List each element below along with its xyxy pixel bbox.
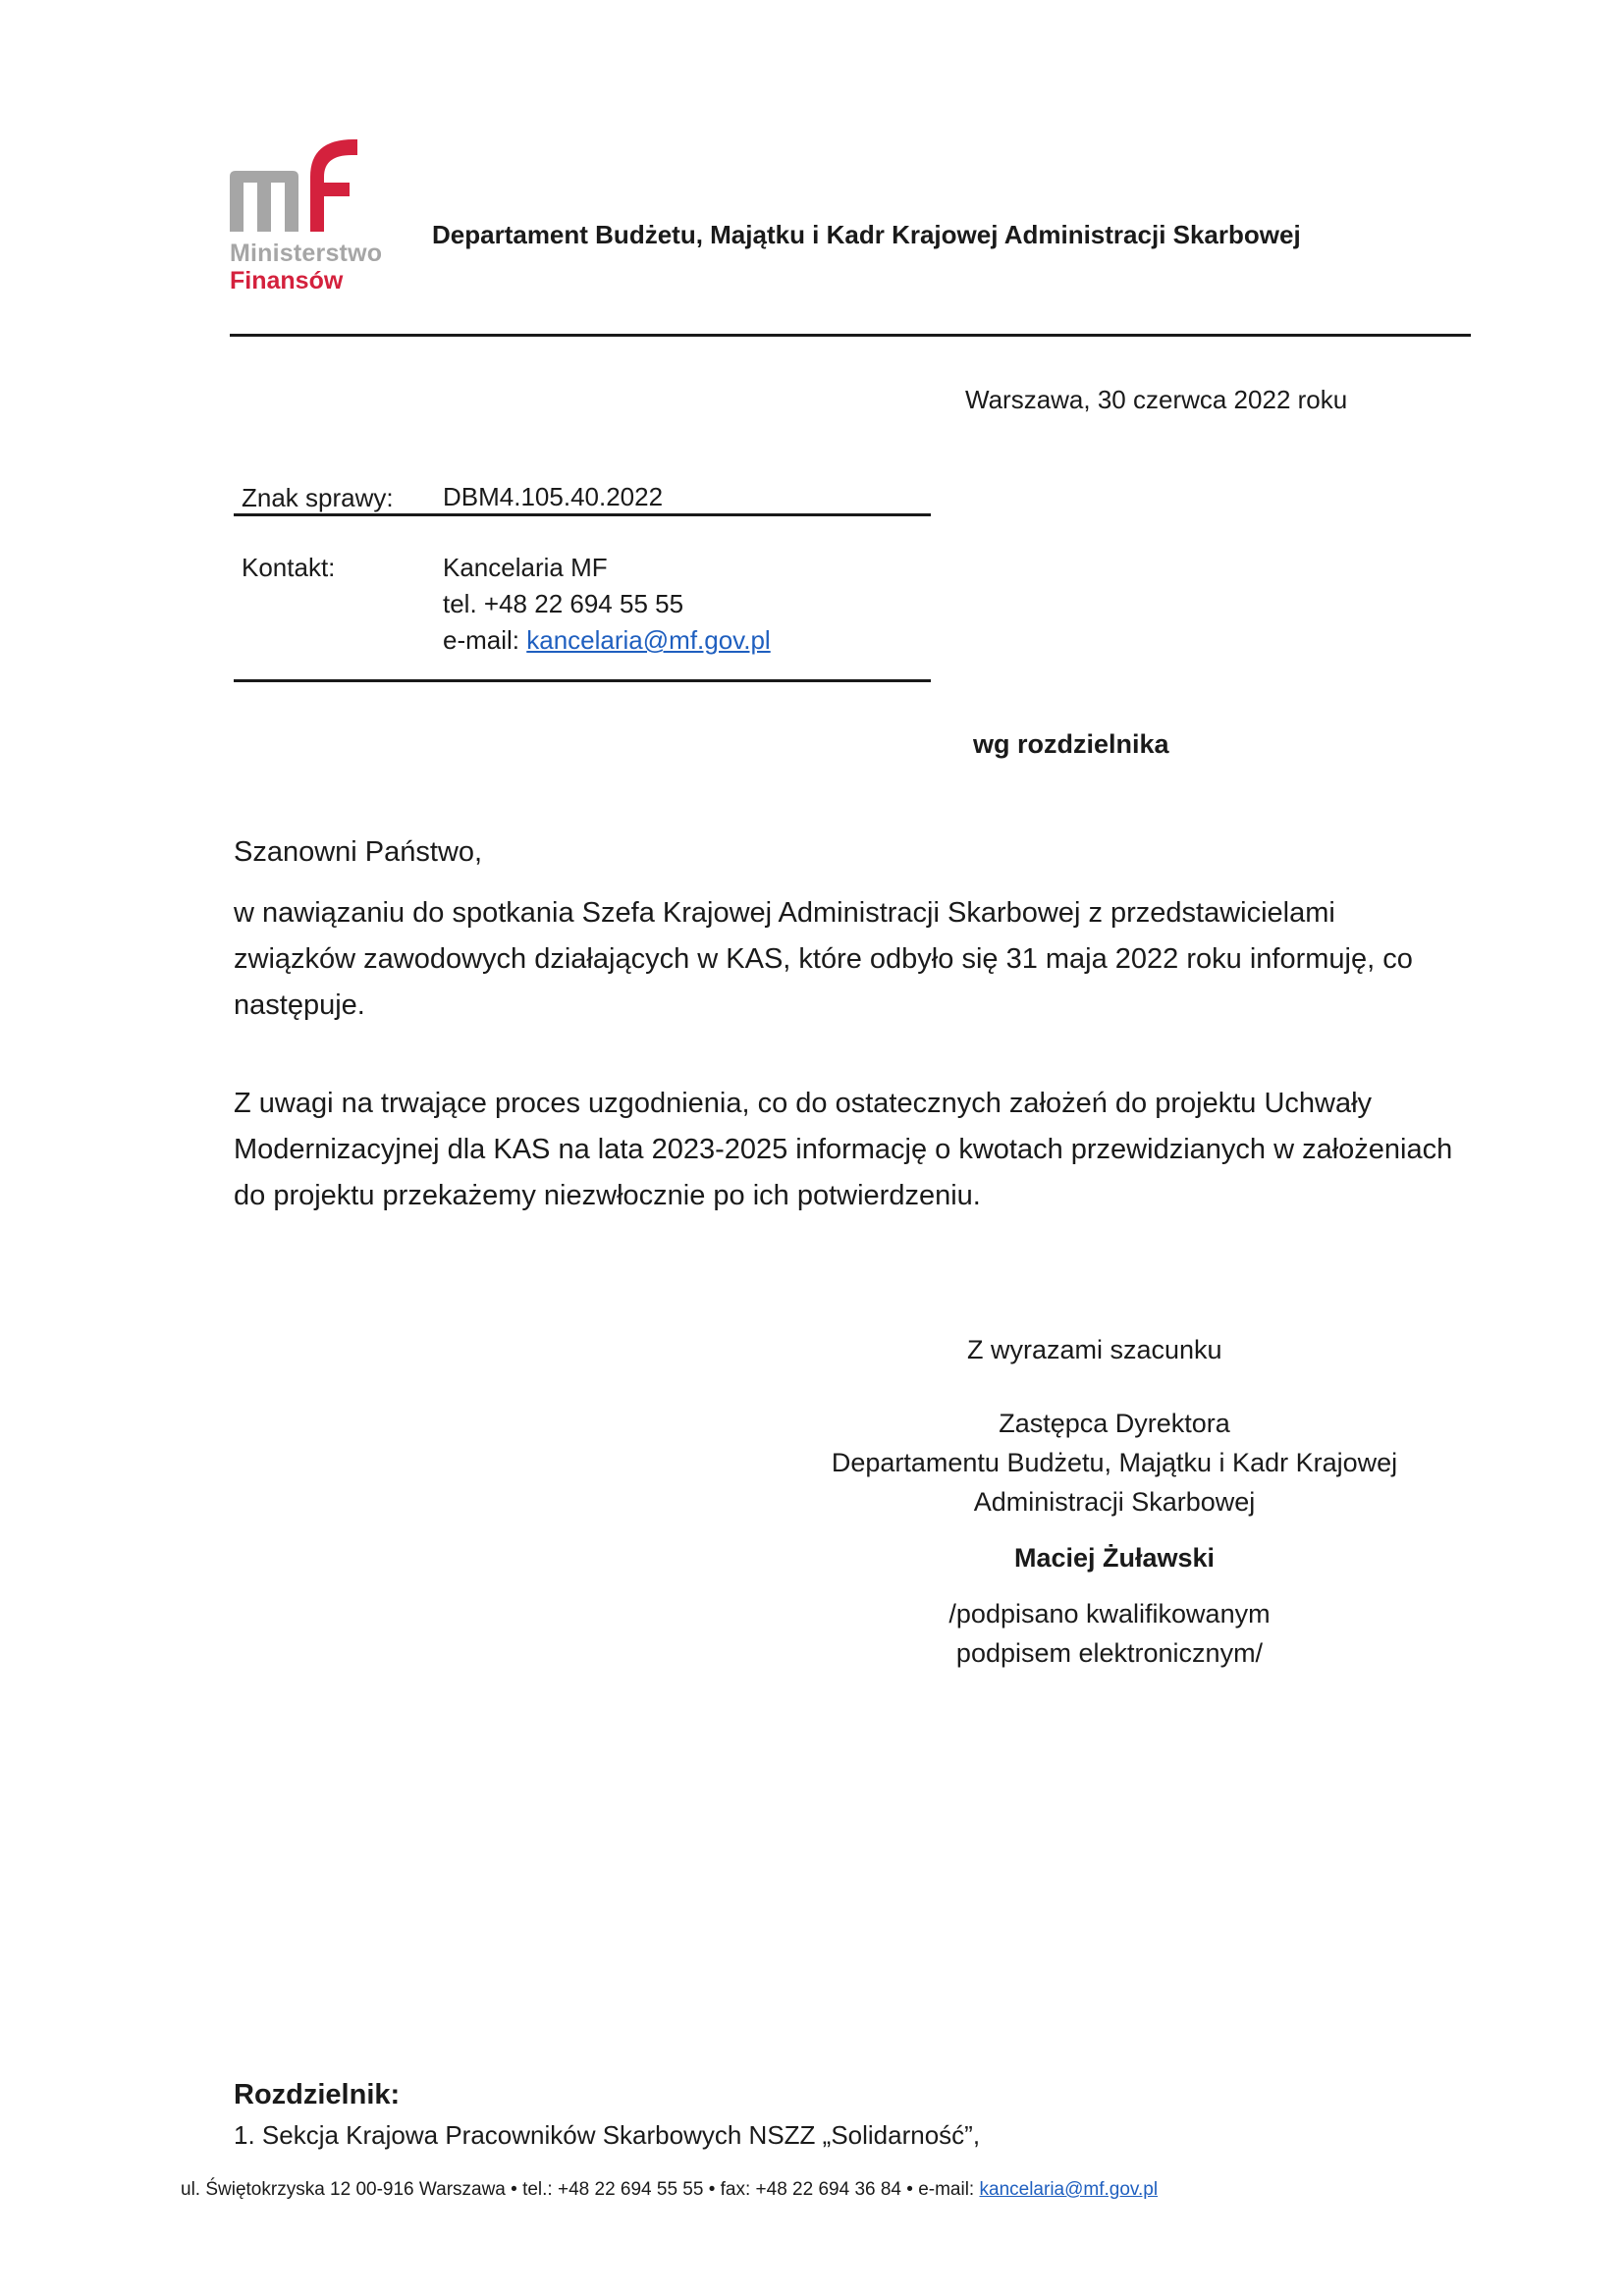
recipient-line: wg rozdzielnika (973, 729, 1169, 759)
contact-email-line (443, 622, 771, 659)
signature-dept-line-1: Departamentu Budżetu, Majątku i Kadr Krajowej (831, 1448, 1398, 1477)
contact-phone: tel. +48 22 694 55 55 (443, 589, 684, 618)
contact-divider (234, 679, 931, 682)
signature-dept-line-2: Administracji Skarbowej (973, 1487, 1256, 1517)
case-number: DBM4.105.40.2022 (443, 482, 664, 511)
email-prefix: e-mail: (443, 625, 520, 655)
body-paragraph-2: Z uwagi na trwające proces uzgodnienia, co do ostatecznych założeń do projektu Uchwały Modernizacyjnej dla KAS na lata 2023-2025 informację o kwotach przewidzianych w założeniach do projektu przekażemy niezwłocznie po ich potwierdzeniu. (234, 1088, 1453, 1211)
distribution-title: Rozdzielnik: (234, 2079, 401, 2110)
case-divider (234, 513, 931, 516)
footer-address (181, 2179, 1158, 2201)
header-divider (230, 334, 1471, 337)
footer-text: ul. Świętokrzyska 12 00-916 Warszawa • tel.: +48 22 694 55 55 • fax: +48 22 694 36 84 • e-mail: (181, 2179, 980, 2200)
contact-name: Kancelaria MF (443, 553, 608, 582)
department-header: Departament Budżetu, Majątku i Kadr Krajowej Administracji Skarbowej (432, 220, 1301, 249)
logo-text-ministerstwo: Ministerstwo (230, 240, 383, 267)
ministry-logo (228, 137, 405, 294)
footer-email-link[interactable]: kancelaria@mf.gov.pl (979, 2179, 1159, 2200)
date-line: Warszawa, 30 czerwca 2022 roku (965, 385, 1348, 414)
greeting: Szanowni Państwo, (234, 836, 483, 868)
logo-text-finansow: Finansów (230, 267, 344, 294)
body-paragraph-1: w nawiązaniu do spotkania Szefa Krajowej Administracji Skarbowej z przedstawicielami związków zawodowych działających w KAS, które odbyło się 31 maja 2022 roku informuję, co następuje. (234, 897, 1413, 1021)
contact-label: Kontakt: (242, 553, 336, 582)
signature-note-line-2: podpisem elektronicznym/ (955, 1638, 1264, 1668)
signature-note-line-1: /podpisano kwalifikowanym (948, 1599, 1271, 1629)
signatory-name: Maciej Żuławski (1013, 1543, 1216, 1573)
distribution-item: 1. Sekcja Krajowa Pracowników Skarbowych NSZZ „Solidarność”, (234, 2120, 981, 2150)
contact-email-link[interactable]: kancelaria@mf.gov.pl (526, 625, 771, 655)
signature-title: Zastępca Dyrektora (999, 1409, 1230, 1438)
case-label: Znak sprawy: (242, 483, 394, 512)
mf-logo-icon (228, 137, 365, 236)
closing-phrase: Z wyrazami szacunku (967, 1335, 1222, 1364)
